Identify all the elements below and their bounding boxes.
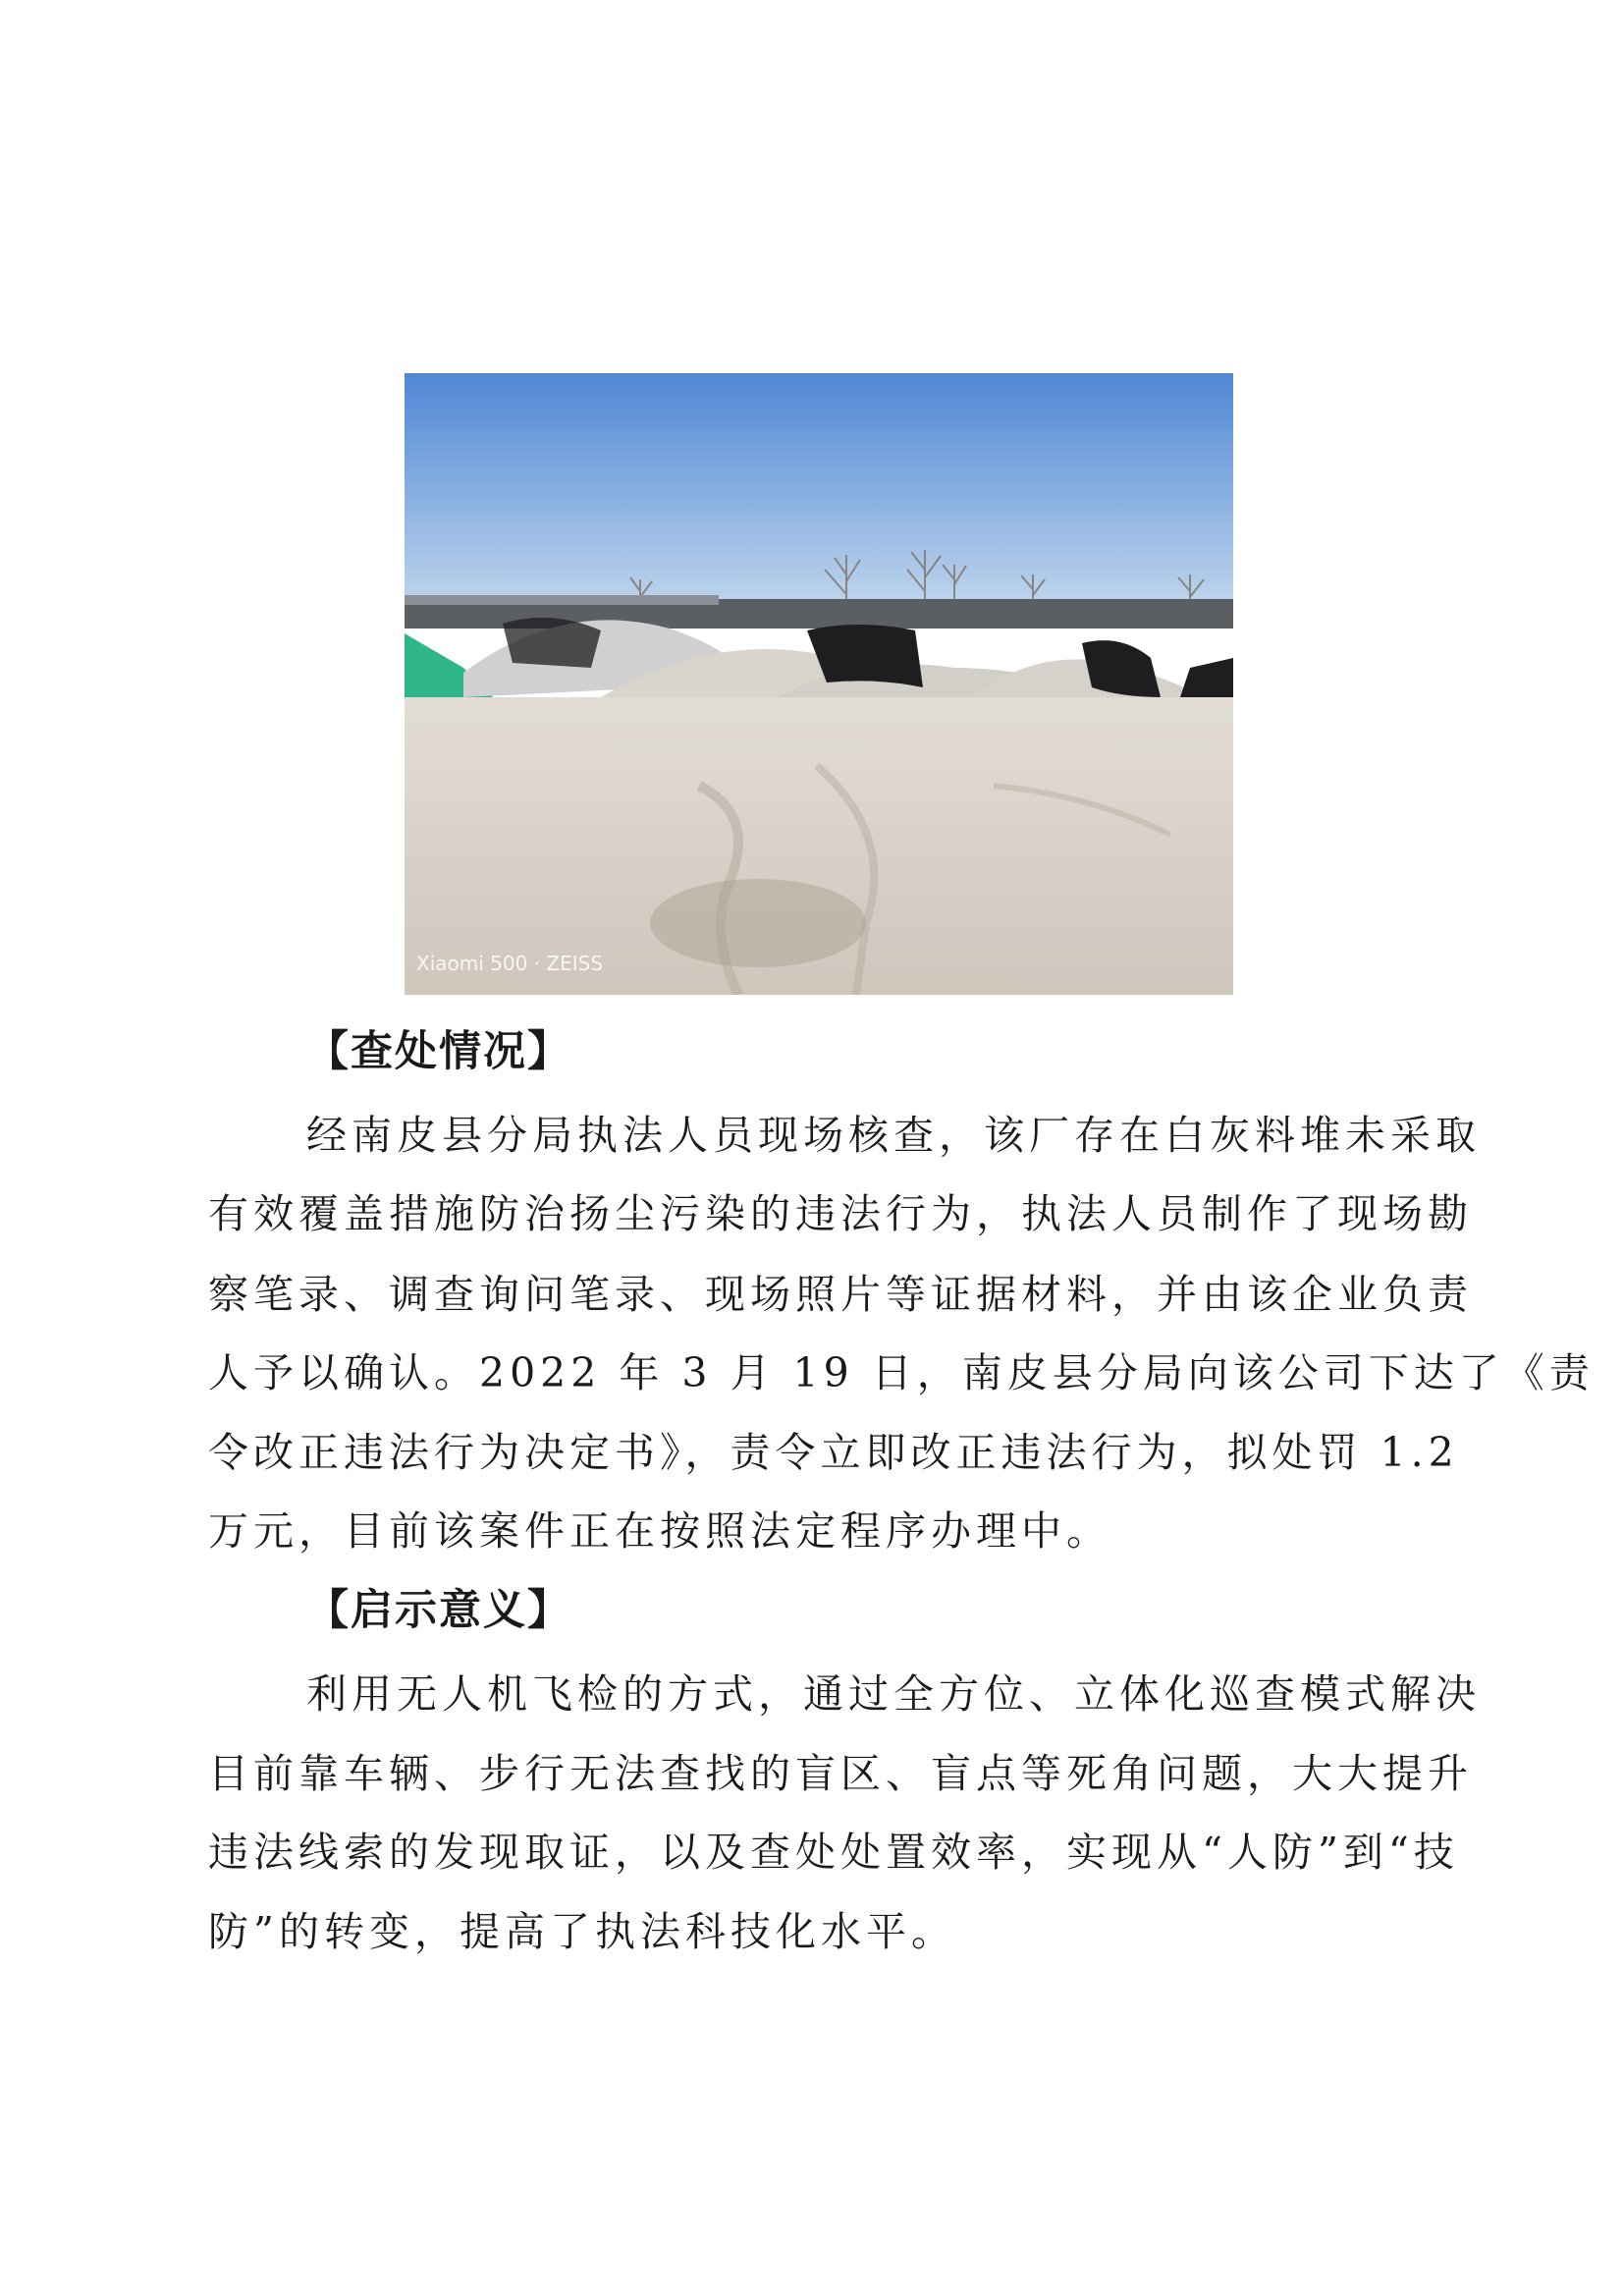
site-photo <box>405 373 1233 995</box>
paragraph-line: 目前靠车辆、步行无法查找的盲区、盲点等死角问题，大大提升 <box>208 1750 1473 1797</box>
camera-watermark: Xiaomi 500 · ZEISS <box>416 952 604 975</box>
section-heading-investigation: 【查处情况】 <box>306 1027 571 1076</box>
paragraph-line: 人予以确认。2022 年 3 月 19 日，南皮县分局向该公司下达了《责 <box>208 1349 1595 1396</box>
section-heading-implications: 【启示意义】 <box>306 1586 571 1635</box>
paragraph-line: 察笔录、调查询问笔录、现场照片等证据材料，并由该企业负责 <box>208 1271 1473 1318</box>
paragraph-line: 防”的转变，提高了执法科技化水平。 <box>208 1908 956 1955</box>
sky <box>405 373 1233 629</box>
paragraph-line: 有效覆盖措施防治扬尘污染的违法行为，执法人员制作了现场勘 <box>208 1190 1473 1237</box>
paragraph-line: 违法线索的发现取证，以及查处处置效率，实现从“人防”到“技 <box>208 1829 1459 1876</box>
paragraph-line: 经南皮县分局执法人员现场核查，该厂存在白灰料堆未采取 <box>306 1112 1481 1159</box>
paragraph-line: 万元，目前该案件正在按照法定程序办理中。 <box>208 1507 1111 1555</box>
paragraph-line: 令改正违法行为决定书》，责令立即改正违法行为，拟处罚 1.2 <box>208 1429 1459 1476</box>
paragraph-line: 利用无人机飞检的方式，通过全方位、立体化巡查模式解决 <box>306 1670 1481 1718</box>
